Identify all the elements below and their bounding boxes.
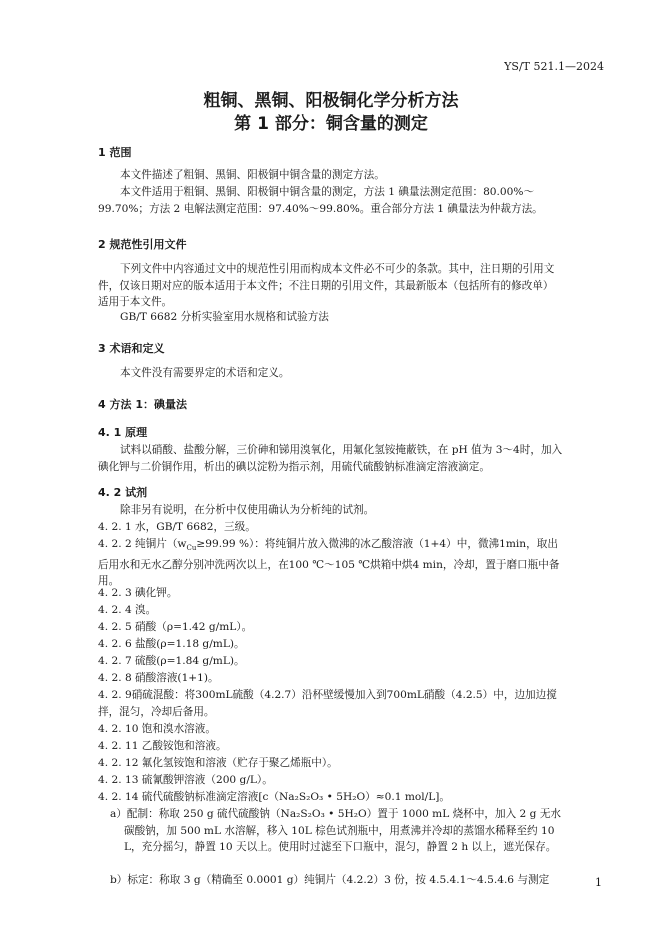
- reagent-item: 4. 2. 14 硫代硫酸钠标准滴定溶液[c（Na₂S₂O₃ • 5H₂O）≈0.1 mol/L]。: [98, 791, 450, 803]
- section-3-heading: 3 术语和定义: [98, 342, 165, 355]
- reagent-item: 4. 2. 7 硫酸(ρ=1.84 g/mL)。: [98, 655, 245, 667]
- reagent-item: 4. 2. 4 溴。: [98, 604, 157, 616]
- sub-item-b: [110, 872, 564, 889]
- section-4-1-heading: 4. 1 原理: [98, 426, 148, 439]
- section-4-1-para: 试料以硝酸、盐酸分解，三价砷和锑用溴氧化，用氟化氢铵掩蔽铁，在 pH 值为 3～4时，加入碘化钾与二价铜作用，析出的碘以淀粉为指示剂，用硫代硫酸钠标准滴定溶液滴定。: [98, 444, 563, 473]
- reagent-item: 4. 2. 1 水，GB/T 6682，三级。: [98, 521, 256, 533]
- section-2-para-1: 下列文件中内容通过文中的规范性引用而构成本文件必不可少的条款。其中，注日期的引用文件，仅该日期对应的版本适用于本文件；不注日期的引用文件，其最新版本（包括所有的修改单）适用于本文件。: [98, 263, 555, 308]
- reagent-item: 4. 2. 8 硝酸溶液(1+1)。: [98, 672, 219, 684]
- section-4-heading: 4 方法 1：碘量法: [98, 398, 187, 411]
- reagent-item: 4. 2. 12 氟化氢铵饱和溶液（贮存于聚乙烯瓶中）。: [98, 757, 338, 769]
- section-2-reference: GB/T 6682 分析实验室用水规格和试验方法: [120, 311, 329, 323]
- standard-number: YS/T 521.1—2024: [504, 60, 604, 73]
- section-4-2-para: 除非另有说明，在分析中仅使用确认为分析纯的试剂。: [120, 504, 375, 516]
- sub-item-a: [110, 806, 564, 856]
- sub-item-a-text: a）配制：称取 250 g 硫代硫酸钠（Na₂S₂O₃ • 5H₂O）置于 1000 mL 烧杯中，加入 2 g 无水碳酸钠，加 500 mL 水溶解，移入 10L 棕色试剂瓶中，用煮沸并冷却的蒸馏水稀释至约 10 L，充分摇匀，静置 10 天以上。使用时过滤至下口瓶中，混匀，静置 2 h 以上，遮光保存。: [110, 808, 562, 853]
- section-4-2-heading: 4. 2 试剂: [98, 486, 148, 499]
- section-1-heading: 1 范围: [98, 146, 132, 159]
- reagent-item-prefix: 4. 2. 2 纯铜片（w: [98, 538, 187, 550]
- section-1-para-1: 本文件描述了粗铜、黑铜、阳极铜中铜含量的测定方法。: [120, 169, 385, 181]
- reagent-item-subscript: Cu: [186, 544, 197, 553]
- document-subtitle: 第 1 部分：铜含量的测定: [234, 114, 428, 134]
- reagent-item: 4. 2. 10 饱和溴水溶液。: [98, 723, 216, 735]
- reagent-item: 4. 2. 5 硝酸（ρ=1.42 g/mL）。: [98, 621, 253, 633]
- reagent-item: 4. 2. 3 碘化钾。: [98, 587, 178, 599]
- reagent-item: 4. 2. 13 硫氰酸钾溶液（200 g/L）。: [98, 774, 273, 786]
- reagent-item: 4. 2. 11 乙酸铵饱和溶液。: [98, 740, 227, 752]
- page-number: 1: [595, 876, 602, 889]
- section-2-heading: 2 规范性引用文件: [98, 238, 187, 251]
- reagent-item: 4. 2. 9硝硫混酸：将300mL硫酸（4.2.7）沿杯壁缓慢加入到700mL硝酸（4.2.5）中，边加边搅拌，混匀，冷却后备用。: [98, 689, 557, 718]
- section-1-para-2: 本文件适用于粗铜、黑铜、阳极铜中铜含量的测定，方法 1 碘量法测定范围：80.00%～99.70%；方法 2 电解法测定范围：97.40%～99.80%。重合部分方法 1 碘量法为仲裁方法。: [98, 186, 543, 215]
- reagent-item: [98, 536, 564, 590]
- reagent-item: 4. 2. 6 盐酸(ρ=1.18 g/mL)。: [98, 638, 245, 650]
- document-title: 粗铜、黑铜、阳极铜化学分析方法: [203, 91, 459, 111]
- reagent-item-rest: ≥99.99 %）：将纯铜片放入微沸的冰乙酸溶液（1+4）中，微沸1min，取出后用水和无水乙醇分别冲洗两次以上，在100 ℃～105 ℃烘箱中烘4 min，冷却，置于磨口瓶中备用。: [98, 538, 560, 588]
- section-3-para-1: 本文件没有需要界定的术语和定义。: [120, 367, 290, 379]
- sub-item-b-text: b）标定：称取 3 g（精确至 0.0001 g）纯铜片（4.2.2）3 份，按 4.5.4.1～4.5.4.6 与测定: [110, 874, 550, 886]
